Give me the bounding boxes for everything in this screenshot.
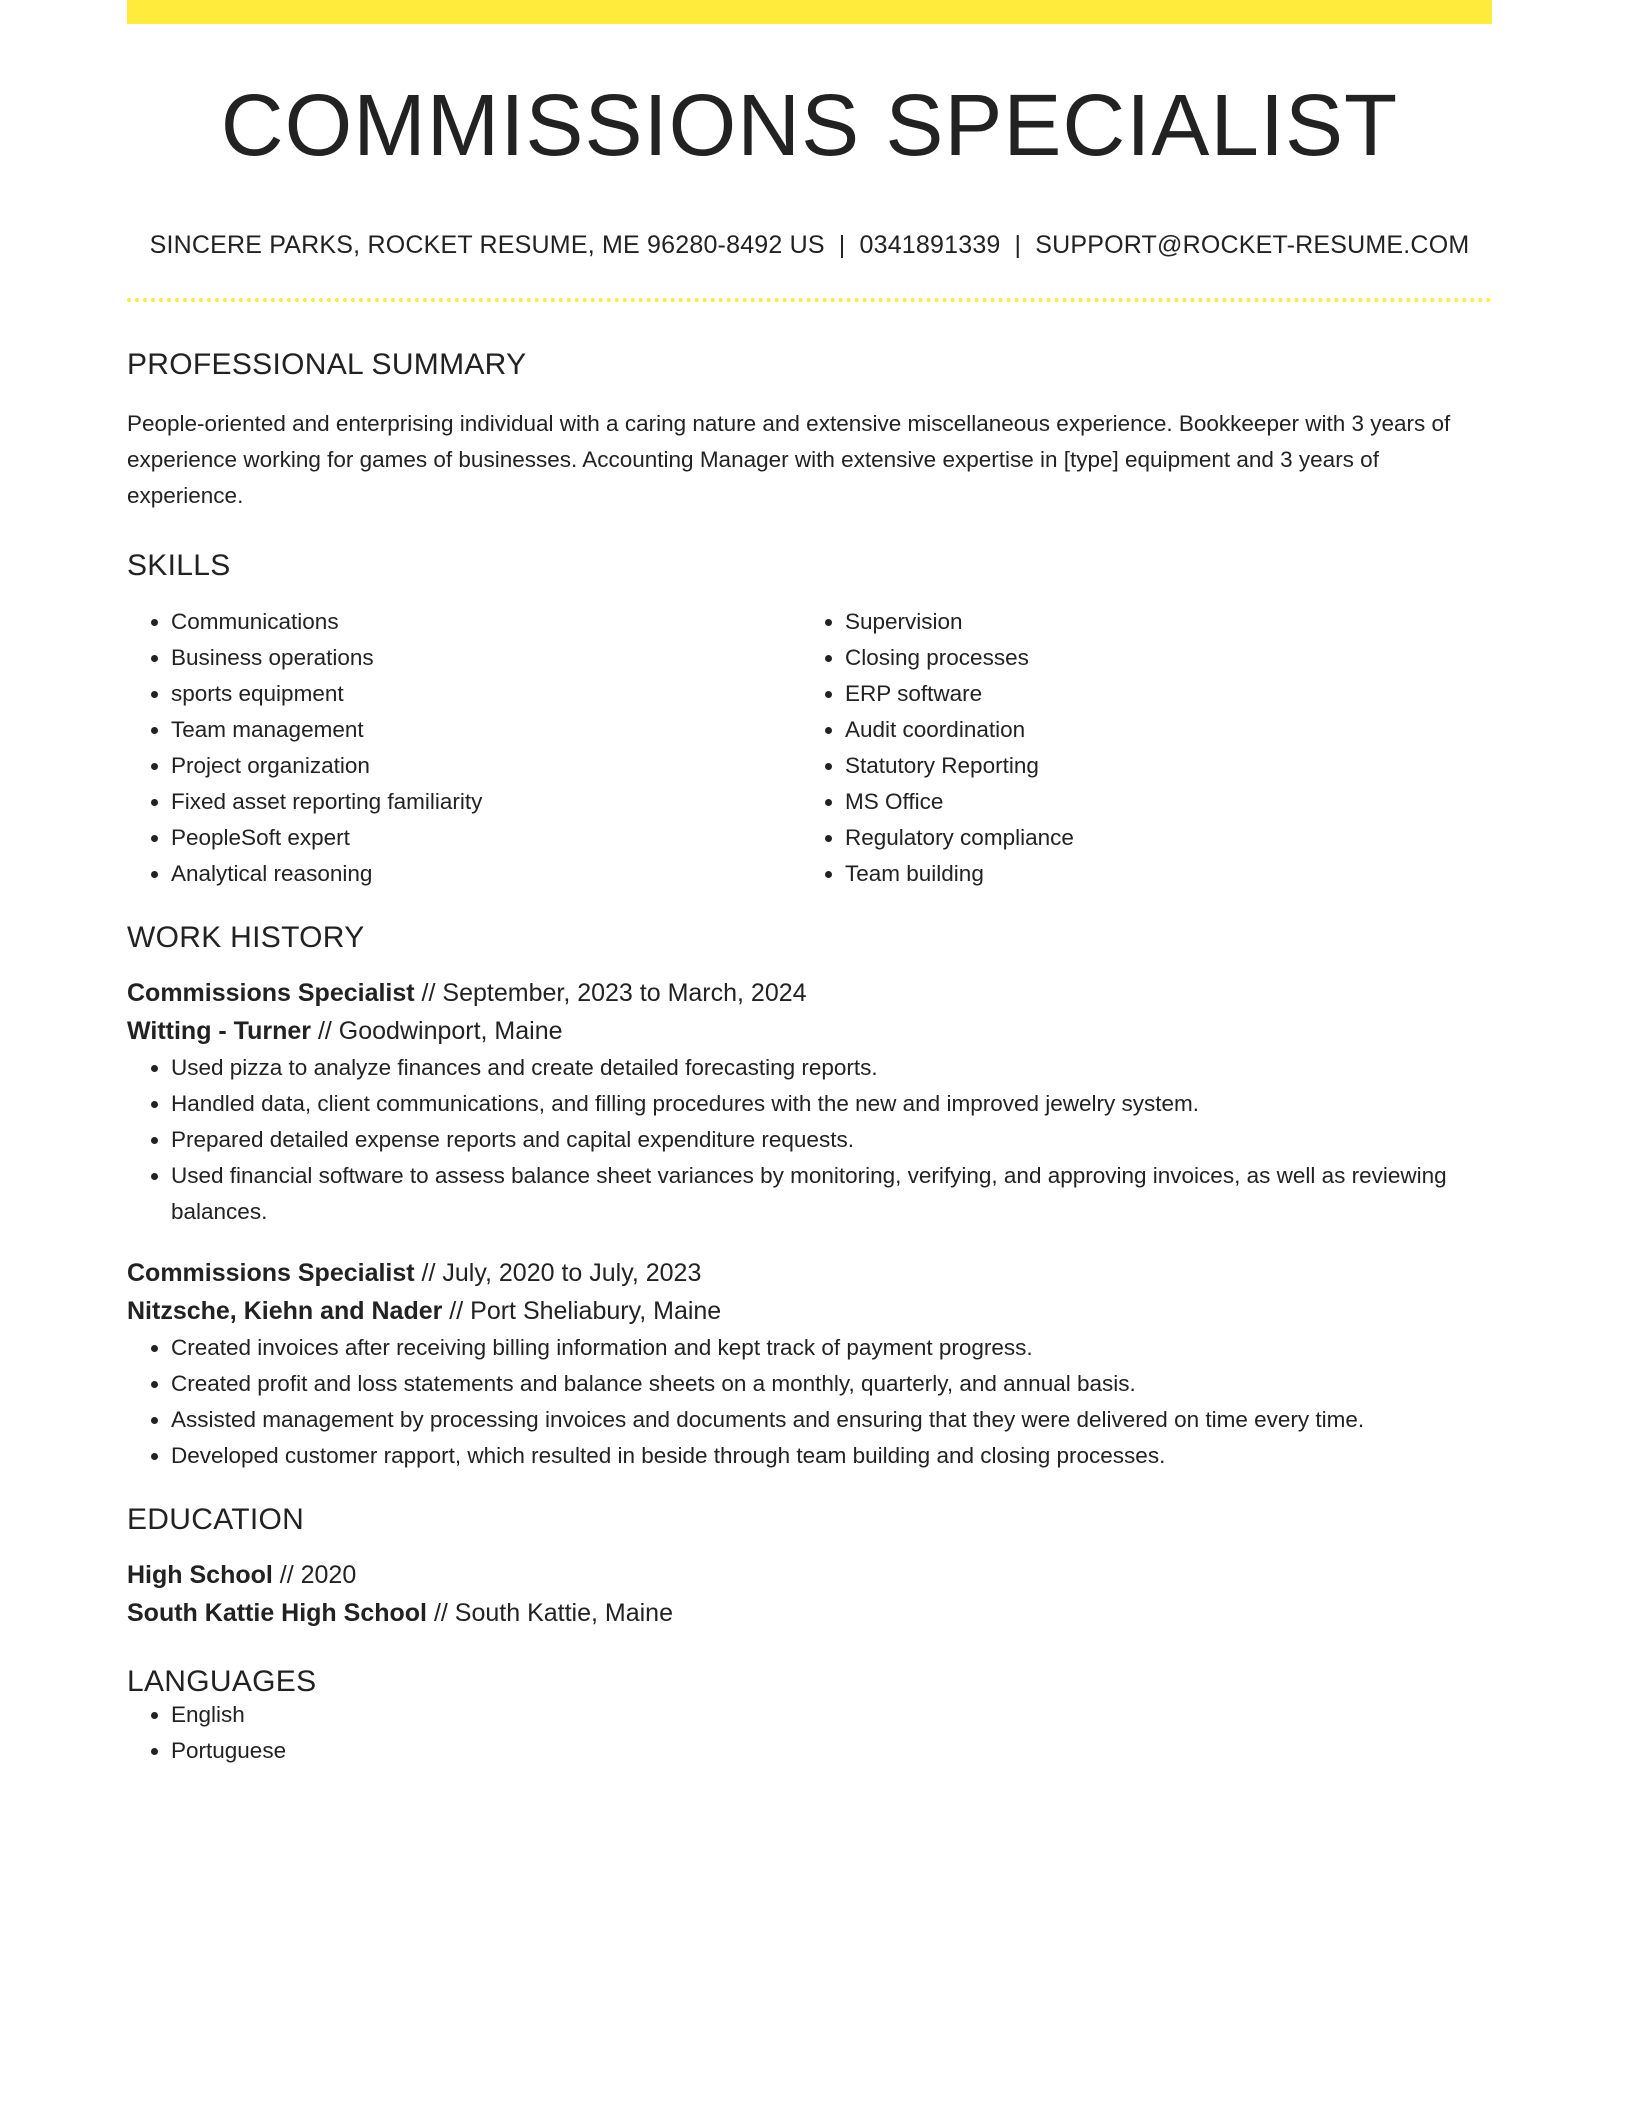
job-company-line (127, 1012, 1492, 1050)
skills-list (127, 604, 1492, 892)
skill-item: • Project organization (171, 748, 801, 784)
contact-email: SUPPORT@ROCKET-RESUME.COM (1035, 231, 1470, 259)
job-divider: // (414, 1259, 443, 1287)
skill-item: • Analytical reasoning (171, 856, 801, 892)
job-dates: September, 2023 to March, 2024 (442, 979, 807, 1007)
job-bullet: • Used pizza to analyze finances and create detailed forecasting reports. (171, 1050, 1492, 1086)
job-bullet-list (127, 1050, 1492, 1230)
job-location: Goodwinport, Maine (338, 1017, 563, 1045)
summary-heading: PROFESSIONAL SUMMARY (127, 348, 527, 381)
skill-item: • Regulatory compliance (845, 820, 1475, 856)
job-title: Commissions Specialist (127, 979, 415, 1007)
skill-item: • Team management (171, 712, 801, 748)
skill-item: • Statutory Reporting (845, 748, 1475, 784)
job-bullet: • Created invoices after receiving billing information and kept track of payment progress. (171, 1330, 1492, 1366)
skill-item: • Fixed asset reporting familiarity (171, 784, 801, 820)
skill-item: • sports equipment (171, 676, 801, 712)
language-item: • English (171, 1697, 1492, 1733)
languages-heading: LANGUAGES (127, 1665, 317, 1698)
skills-column-right (801, 604, 1475, 892)
job-bullet: • Developed customer rapport, which resulted in beside through team building and closing processes. (171, 1438, 1492, 1474)
skill-item: • Supervision (845, 604, 1475, 640)
skill-item: • Team building (845, 856, 1475, 892)
contact-separator: | (838, 231, 846, 259)
job-divider: // (414, 979, 443, 1007)
job-entry (127, 974, 1492, 1230)
job-divider: // (442, 1297, 471, 1325)
job-title: Commissions Specialist (127, 1259, 415, 1287)
education-heading: EDUCATION (127, 1503, 305, 1536)
education-divider: // (427, 1599, 455, 1627)
work-history-heading: WORK HISTORY (127, 921, 365, 954)
job-company: Witting - Turner (127, 1017, 311, 1045)
job-divider: // (311, 1017, 339, 1045)
dotted-divider (127, 298, 1492, 302)
education-school: South Kattie High School (127, 1599, 427, 1627)
job-entry (127, 1254, 1492, 1474)
accent-bar (127, 0, 1492, 24)
skills-column-left (127, 604, 801, 892)
job-title-line (127, 974, 1492, 1012)
job-bullet: • Handled data, client communications, and filling procedures with the new and improved jewelry system. (171, 1086, 1492, 1122)
job-title-line (127, 1254, 1492, 1292)
skill-item: • Audit coordination (845, 712, 1475, 748)
contact-separator: | (1014, 231, 1022, 259)
education-location: South Kattie, Maine (454, 1599, 673, 1627)
skill-item: • Communications (171, 604, 801, 640)
skill-item: • Business operations (171, 640, 801, 676)
job-company-line (127, 1292, 1492, 1330)
skill-item: • Closing processes (845, 640, 1475, 676)
job-dates: July, 2020 to July, 2023 (442, 1259, 702, 1287)
skill-item: • PeopleSoft expert (171, 820, 801, 856)
job-bullet: • Used financial software to assess balance sheet variances by monitoring, verifying, and approving invoices, as well as reviewing balances. (171, 1158, 1492, 1230)
contact-address: SINCERE PARKS, ROCKET RESUME, ME 96280-8492 US (149, 231, 825, 259)
job-bullet: • Assisted management by processing invoices and documents and ensuring that they were delivered on time every time. (171, 1402, 1492, 1438)
contact-phone: 0341891339 (859, 231, 1001, 259)
education-degree-line (127, 1556, 1492, 1594)
job-company: Nitzsche, Kiehn and Nader (127, 1297, 443, 1325)
education-year: 2020 (300, 1561, 357, 1589)
education-divider: // (272, 1561, 301, 1589)
summary-text: People-oriented and enterprising individual with a caring nature and extensive miscellaneous experience. Bookkeeper with 3 years of experience working for games of businesses. Accounting Manager with extensive expertise in [type] equipment and 3 years of experience. (127, 411, 1451, 508)
contact-line (127, 233, 1492, 258)
skills-heading: SKILLS (127, 549, 231, 582)
job-bullet: • Created profit and loss statements and balance sheets on a monthly, quarterly, and annual basis. (171, 1366, 1492, 1402)
job-bullet-list (127, 1330, 1492, 1474)
job-bullet: • Prepared detailed expense reports and capital expenditure requests. (171, 1122, 1492, 1158)
resume-page (127, 0, 1492, 1769)
page-title: COMMISSIONS SPECIALIST (220, 77, 1399, 174)
languages-list (127, 1697, 1492, 1769)
education-degree: High School (127, 1561, 273, 1589)
job-location: Port Sheliabury, Maine (470, 1297, 722, 1325)
education-school-line (127, 1594, 1492, 1632)
skill-item: • MS Office (845, 784, 1475, 820)
language-item: • Portuguese (171, 1733, 1492, 1769)
skill-item: • ERP software (845, 676, 1475, 712)
